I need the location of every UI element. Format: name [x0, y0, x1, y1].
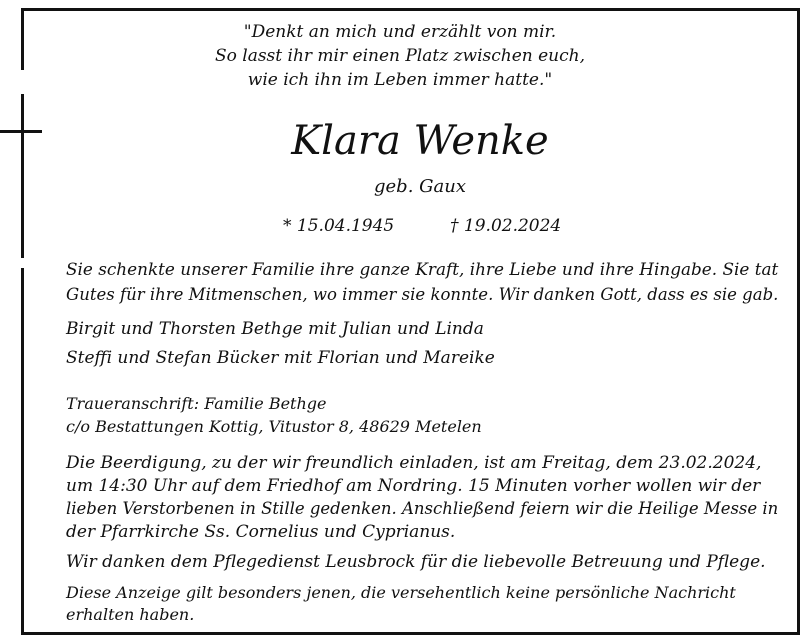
deceased-name: Klara Wenke: [291, 118, 549, 164]
funeral-line-2: um 14:30 Uhr auf dem Friedhof am Nordring. 15 Minuten vorher wollen wir der: [66, 476, 761, 496]
frame-bottom-border: [21, 632, 800, 635]
death-date: † 19.02.2024: [450, 216, 562, 236]
thanks-line: Wir danken dem Pflegedienst Leusbrock für die liebevolle Betreuung und Pflege.: [66, 552, 766, 572]
birth-name: geb. Gaux: [374, 176, 466, 197]
funeral-line-1: Die Beerdigung, zu der wir freundlich einladen, ist am Freitag, dem 23.02.2024,: [66, 453, 762, 473]
tribute-line-1: Sie schenkte unserer Familie ihre ganze Kraft, ihre Liebe und ihre Hingabe. Sie tat: [66, 260, 779, 280]
address-line-2: c/o Bestattungen Kottig, Vitustor 8, 48629 Metelen: [66, 417, 482, 436]
family-line-1: Birgit und Thorsten Bethge mit Julian und Linda: [66, 319, 484, 339]
funeral-line-3: lieben Verstorbenen in Stille gedenken. Anschließend feiern wir die Heilige Messe in: [66, 499, 779, 519]
quote-line-2: So lasst ihr mir einen Platz zwischen euch,: [214, 46, 586, 66]
family-line-2: Steffi und Stefan Bücker mit Florian und Mareike: [66, 348, 495, 368]
notice-line-1: Diese Anzeige gilt besonders jenen, die versehentlich keine persönliche Nachricht: [66, 583, 736, 602]
notice-line-2: erhalten haben.: [66, 605, 195, 624]
quote-line-3: wie ich ihn im Leben immer hatte.": [247, 70, 553, 90]
funeral-line-4: der Pfarrkirche Ss. Cornelius und Cyprianus.: [66, 522, 456, 542]
address-line-1: Traueranschrift: Familie Bethge: [66, 394, 327, 413]
tribute-line-2: Gutes für ihre Mitmenschen, wo immer sie konnte. Wir danken Gott, dass es sie gab.: [66, 285, 779, 305]
frame-left-border-bottom: [21, 268, 24, 635]
quote-line-1: "Denkt an mich und erzählt von mir.: [243, 22, 557, 42]
birth-date: * 15.04.1945: [283, 216, 395, 236]
frame-top-border: [21, 8, 800, 11]
